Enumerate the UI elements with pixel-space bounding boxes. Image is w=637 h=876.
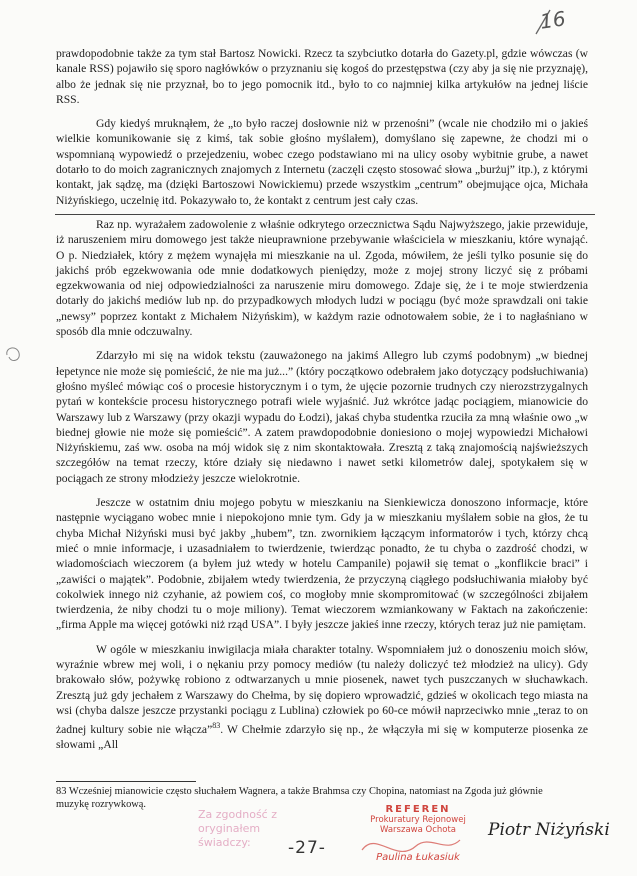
footnote-number: 83 (56, 786, 67, 797)
prosecutor-office-stamp (360, 805, 476, 867)
paragraph-4: Zdarzyło mi się na widok tekstu (zauważonego na jakimś Allegro lub czymś podobnym) „w biednej łepetynce nie może się pomieścić, że nie ma już...” (który początkowo odebrałem jako dotyczący podsłuchiwania) głośno myśleć mówiąc coś o procesie historycznym i o tym, że ujęcie pozornie trudnych czy nierozstrzygalnych pytań w kontekście procesu historycznego potrafi wiele wyjaśnić. Już wkrótce jadąc pociągiem, mianowicie do Warszawy lub z Warszawy (przy okazji wypadu do Łodzi), jakaś chyba studentka rzuciła za mną właśnie owo „w biednej głowie nie może się pomieścić”. A zatem prawdopodobnie doniesiono o mojej wypowiedzi Michałowi Niżyńskiemu, zaś ww. osoba na mój widok się z nim skontaktowała. Zresztą z taką znajomością najświeższych szczegółów na temat rzeczy, które działy się niedawno i nawet setki kilometrów dalej, spotykałem się w pociągach ze strony młodzieży jeszcze wielokrotnie. (56, 349, 588, 485)
paragraph-3: Raz np. wyrażałem zadowolenie z właśnie odkrytego orzecznictwa Sądu Najwyższego, jakie przewiduje, iż naruszeniem miru domowego jest także nieuprawnione przebywanie właściciela w mieszkaniu, które wynająć. O p. Niedziałek, który z mężem wynajęła mi mieszkanie na ul. Zgoda, mówiłem, że jeśli tylko posunie się do jakichś prób egzekwowania ode mnie dodatkowych pieniędzy, może z mojej strony liczyć się z próbami egzekwowania od niej odpowiedzialności za naruszenie miru domowego. Zdaje się, że i te moje stwierdzenia dotarły do jakichś mediów lub np. do przypadkowych młodych ludzi w pociągu (być może sprawdzali oni takie „newsy” poprzez kontakt z Michałem Niżyńskim), w każdym razie odnotowałem sobie, że i to nagłaśniano w sposób dla mnie odczuwalny. (56, 217, 588, 339)
footnote-text: Wcześniej mianowicie często słuchałem Wagnera, a także Brahmsa czy Chopina, natomiast na Zgoda już głównie muzykę rozrywkową. (56, 786, 543, 810)
scan-divider-line (55, 214, 595, 215)
page-number: -27- (288, 838, 326, 858)
office-stamp-line2: Prokuratury Rejonowej (370, 815, 466, 825)
document-body (56, 46, 588, 762)
margin-scribble (3, 343, 33, 365)
paragraph-1: prawdopodobnie także za tym stał Bartosz Nowicki. Rzecz ta szybciutko dotarła do Gazety.pl, gdzie wówczas (w kanale RSS) pojawiło się sporo nagłówków o przyznaniu się kogoś do przestępstwa (czy aby ja się nie przyznaję), albo że jednak się nie przyznał, bo to jego pomocnik itd., było to co najmniej kilka artykułów na jednej liście RSS. (56, 47, 588, 106)
office-stamp-line3: Warszawa Ochota (379, 825, 457, 835)
paragraph-2: Gdy kiedyś mruknąłem, że „to było raczej dosłownie niż w przenośni” (wcale nie chodziło mi o jakieś wielkie komunikowanie się z kimś, tak sobie głośno myślałem), domyślano się zapewne, że chodzi mi o wspomnianą wypowiedź o przejedzeniu, wobec czego podstawiano mi na ulicy osoby wybitnie grube, a nawet dotarło to do moich zagranicznych znajomych z Internetu (zaczęli często stosować słowa „burżuj” itp.), z którymi kontakt, jak sądzę, ma (dzięki Bartoszowi Nowickiemu) przede wszystkim „centrum” obejmujące ojca, Michała Niżyńskiego, uczelnię itd. Pokazywało to, że kontakt z centrum jest cały czas. (56, 117, 588, 207)
footnote-rule (56, 781, 196, 782)
author-signature: Piotr Niżyński (488, 820, 610, 840)
footnote-ref: 83 (212, 721, 221, 731)
certified-stamp-line1: Za zgodność z oryginałem (198, 808, 277, 835)
paragraph-6-tail: . W Chełmie zdarzyło się np., że włączyła mi się w komputerze piosenka ze słowami „All (56, 723, 589, 752)
paragraph-6 (56, 642, 588, 753)
paragraph-5: Jeszcze w ostatnim dniu mojego pobytu w mieszkaniu na Sienkiewicza donoszono informacje, które następnie wyciągano wobec mnie i niepokojono mnie tym. Gdy ja w mieszkaniu myślałem sobie na głos, że tu chyba Michał Niżyński musi być jakby „hubem”, tzn. zwornikiem łączącym informatorów i tych, którzy chcą mieć o mnie informacje, i uzasadniałem to twierdzenie, twierdząc ponadto, że tu chyba o zazdrość chodzi, w wiadomościach wieczorem (a byłem już wtedy w hotelu Campanile) pojawił się temat o „konflikcie braci” i „zawiści o majątek”. Podobnie, zbijałem wtedy twierdzenia, że przyczyną ciągłego podsłuchiwania miałoby być cokolwiek innego niż czyhanie, aż powiem coś, co mogłoby mnie skompromitować (w szczególności zbijałem twierdzenia, że niby chodzi tu o moje miliony). Temat wieczorem wzmiankowany w Faktach na zakończenie: „firma Apple ma więcej gotówki niż rząd USA”. I były jeszcze jakieś inne rzeczy, których teraz już nie pamiętam. (56, 496, 588, 632)
office-stamp-name: Paulina Łukasiuk (376, 852, 460, 863)
certified-stamp-line2: świadczy: (198, 836, 251, 849)
office-stamp-line1: REFEREN (385, 804, 451, 815)
handwritten-page-mark: 16 (538, 6, 567, 34)
paragraph-6-text: W ogóle w mieszkaniu inwigilacja miała charakter totalny. Wspomniałem już o donoszeniu moich słów, wyraźnie wbrew mej woli, i o nękaniu przy pomocy mediów (tu należy doliczyć też młodzież na ulicy). Gdy brakowało słów, pożywkę robiono z odtwarzanych u mnie piosenek, nawet tych puszczanych w słuchawkach. Zresztą już gdy jechałem z Warszawy do Chełma, by się dopiero wprowadzić, gdzieś w okolicach tego miasta na wsi (chyba dalsze jeszcze przystanki pociągu z Lublina) człowiek po 60-ce mówił naprzeciwko mnie „teraz to on żadnej kultury sobie nie włącza” (56, 642, 588, 737)
